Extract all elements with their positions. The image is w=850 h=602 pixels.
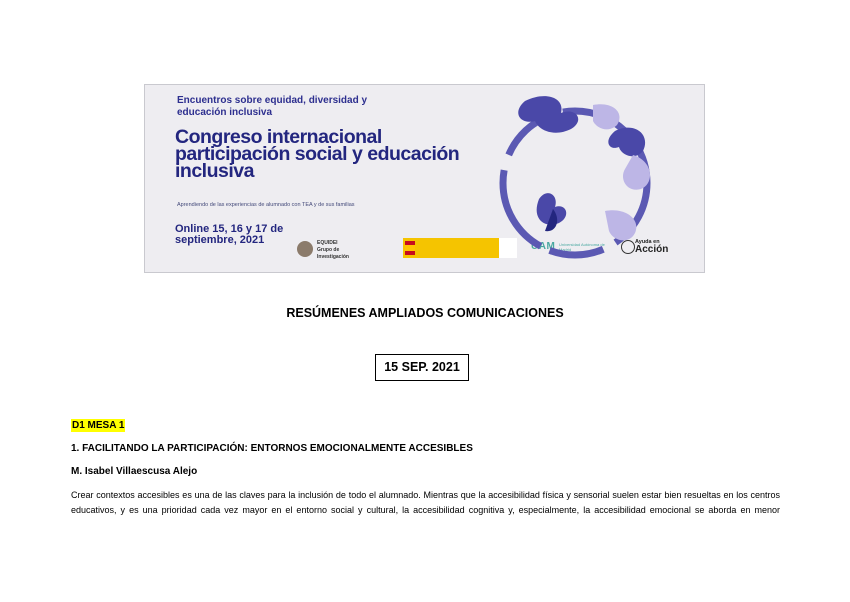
section-heading: RESÚMENES AMPLIADOS COMUNICACIONES xyxy=(286,306,564,320)
equidei-name: EQUIDEI xyxy=(317,240,338,246)
conference-banner xyxy=(144,84,705,273)
people-circle-emblem-icon xyxy=(485,91,675,271)
banner-dates: Online 15, 16 y 17 de septiembre, 2021 xyxy=(175,223,284,246)
banner-tagline: Aprendiendo de las experiencias de alumnado con TEA y de sus familias xyxy=(177,202,355,208)
talk-title: 1. FACILITANDO LA PARTICIPACIÓN: ENTORNOS EMOCIONALMENTE ACCESIBLES xyxy=(71,443,473,454)
session-label: D1 MESA 1 xyxy=(72,420,125,431)
equidei-subtitle: Grupo de Investigación xyxy=(317,247,349,260)
talk-author: M. Isabel Villaescusa Alejo xyxy=(71,466,198,477)
banner-title: Congreso internacional participación social y educación inclusiva xyxy=(175,126,460,182)
equidei-logo-icon xyxy=(297,241,313,257)
accion-bottom: Acción xyxy=(635,244,669,255)
uam-subtitle: Universidad Autónoma de Madrid xyxy=(559,242,605,252)
talk-abstract: Crear contextos accesibles es una de las claves para la inclusión de todo el alumnado. Mientras que la accesibilidad física y sensorial suelen estar bien resueltas en los centros educativos, y es una prioridad cada vez mayor en el entorno social y cultural, la accesibilidad cognitiva y, especialmente, la accesibilidad emocional se aborda en menor xyxy=(71,490,780,515)
spain-flag-icon xyxy=(405,241,415,255)
equidei-logo xyxy=(317,240,369,262)
date-box: 15 SEP. 2021 xyxy=(375,354,469,381)
banner-subtitle: Encuentros sobre equidad, diversidad y educación inclusiva xyxy=(177,95,368,118)
accion-top: Ayuda en xyxy=(635,239,660,245)
uam-logo: UAM xyxy=(531,241,556,252)
